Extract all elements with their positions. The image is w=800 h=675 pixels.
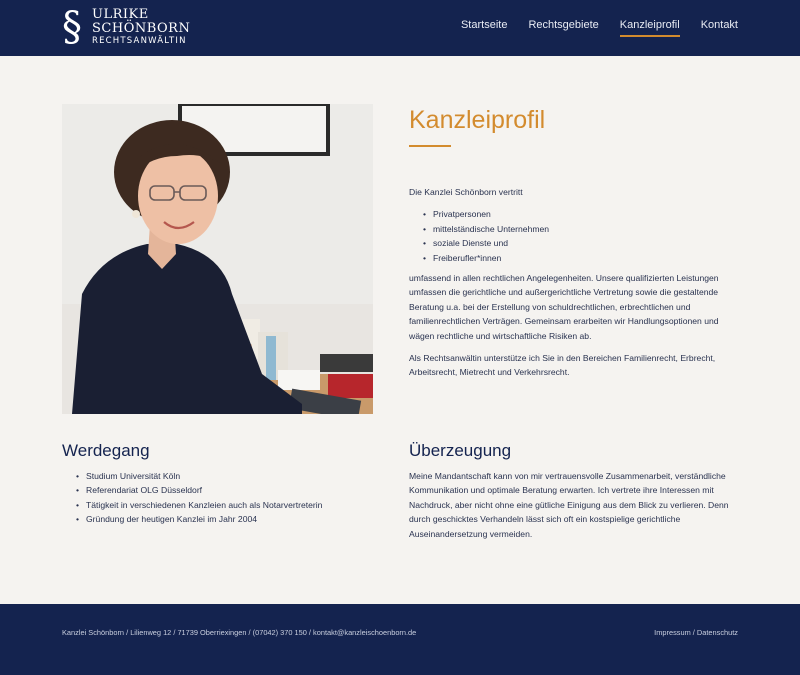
list-item: • Privatpersonen — [423, 207, 741, 221]
werdegang-heading: Werdegang — [62, 441, 150, 460]
site-logo[interactable] — [62, 4, 191, 50]
portrait-illustration — [62, 104, 373, 414]
site-footer — [0, 604, 800, 675]
footer-contact-address: Kanzlei Schönborn / Lilienweg 12 / 71739 Oberriexingen / (07042) 370 150 / kontakt@kanzleischoenborn.de — [62, 628, 417, 637]
career-list — [76, 469, 376, 527]
list-item: • Studium Universität Köln — [76, 469, 376, 483]
practice-areas-paragraph: Als Rechtsanwältin unterstütze ich Sie in den Bereichen Familienrecht, Erbrecht, Arbeitsrecht, Mietrecht und Verkehrsrecht. — [409, 353, 716, 378]
nav-item-rechtsgebiete[interactable]: Rechtsgebiete — [528, 19, 599, 31]
footer-legal-links — [654, 628, 738, 637]
nav-item-kontakt[interactable]: Kontakt — [700, 19, 738, 31]
ueberzeugung-heading: Überzeugung — [409, 441, 512, 460]
title-underline-divider — [409, 145, 451, 147]
list-item: • Tätigkeit in verschiedenen Kanzleien auch als Notarvertreterin — [76, 498, 376, 512]
logo-last-name: SCHÖNBORN — [92, 21, 191, 36]
list-item: • Freiberufler*innen — [423, 251, 741, 265]
client-types-list — [409, 207, 741, 265]
paragraph-sign-icon: § — [62, 4, 82, 50]
list-item: • Gründung der heutigen Kanzlei im Jahr 2004 — [76, 512, 376, 526]
intro-lead-text: Die Kanzlei Schönborn vertritt — [409, 187, 523, 197]
list-item: • soziale Dienste und — [423, 236, 741, 250]
services-paragraph: umfassend in allen rechtlichen Angelegenheiten. Unsere qualifizierten Leistungen umfassen die gerichtliche und außergerichtliche Vertretung sowie die gestaltende Beratung u.a. bei der Erstellung von schuldrechtlichen, erbrechtlichen und familienrechtlichen Verträgen. Gemeinsam erarbeiten wir Handlungsoptionen und wägen rechtliche und wirtschaftliche Risiken ab. — [409, 273, 719, 341]
ueberzeugung-paragraph: Meine Mandantschaft kann von mir vertrauensvolle Zusammenarbeit, verständliche Kommunikation und optimale Beratung erwarten. Ich vertrete ihre Interessen mit Nachdruck, aber nicht ohne eine gütliche Einigung aus dem Blick zu verlieren. Denn durch geschicktes Verhandeln lässt sich oft ein kostspielige gerichtliche Auseinandersetzung vermeiden. — [409, 471, 729, 539]
main-navigation — [440, 19, 738, 37]
nav-item-startseite[interactable]: Startseite — [460, 19, 508, 31]
page-title: Kanzleiprofil — [409, 106, 546, 134]
logo-first-name: ULRIKE — [92, 7, 149, 22]
footer-separator: / — [690, 628, 697, 637]
nav-item-kanzleiprofil[interactable]: Kanzleiprofil — [620, 19, 680, 37]
logo-subtitle: RECHTSANWÄLTIN — [92, 36, 187, 46]
logo-wordmark — [92, 8, 190, 47]
site-header — [0, 0, 800, 56]
lawyer-portrait-photo — [62, 104, 373, 414]
list-item: • mittelständische Unternehmen — [423, 222, 741, 236]
profile-intro — [409, 185, 741, 388]
impressum-link[interactable]: Impressum — [654, 628, 691, 637]
datenschutz-link[interactable]: Datenschutz — [696, 628, 738, 637]
list-item: • Referendariat OLG Düsseldorf — [76, 483, 376, 497]
